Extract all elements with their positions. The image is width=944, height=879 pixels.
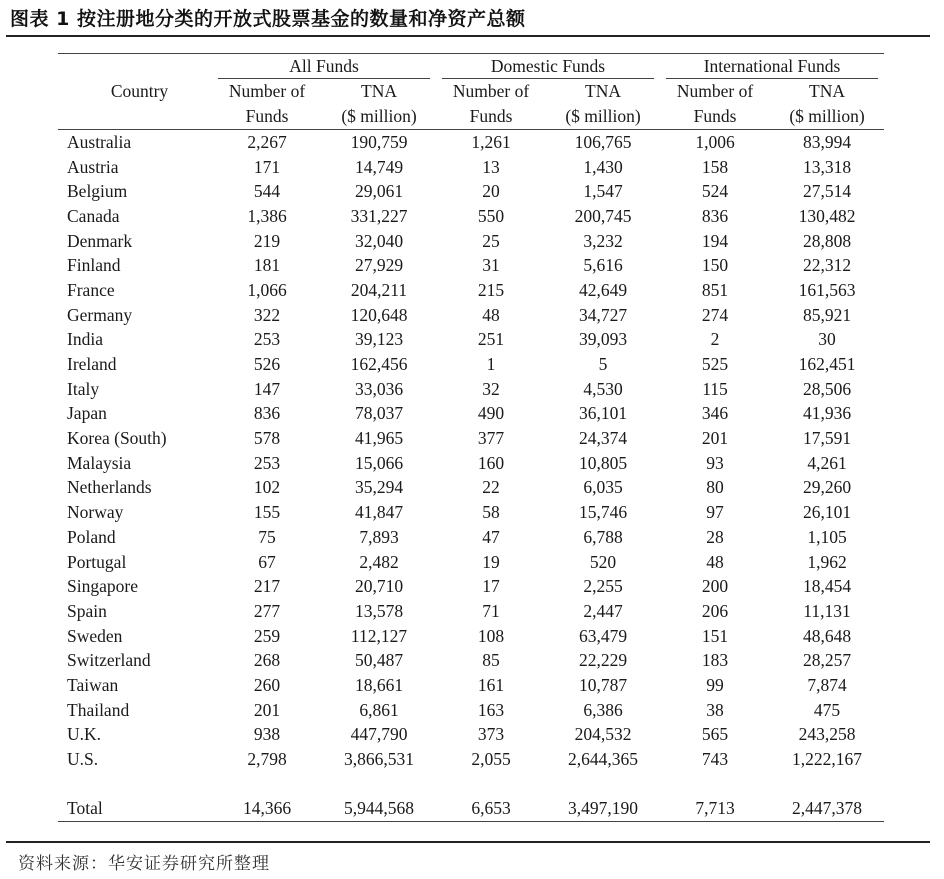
value-cell: 41,847 xyxy=(354,502,404,523)
num-funds-header: Number of xyxy=(676,81,754,101)
country-cell: Sweden xyxy=(67,625,123,646)
value-cell: 836 xyxy=(701,205,729,226)
value-cell: 201 xyxy=(253,699,281,720)
num-funds-header-unit: Funds xyxy=(212,104,322,130)
spacer-row xyxy=(58,772,884,796)
value-cell: 17 xyxy=(482,576,500,597)
value-cell: 47 xyxy=(482,526,500,547)
table-row xyxy=(58,599,884,624)
value-cell: 38 xyxy=(706,699,724,720)
value-cell: 4,530 xyxy=(583,378,623,399)
country-cell: Switzerland xyxy=(67,650,151,671)
value-cell: 836 xyxy=(253,403,281,424)
value-cell: 1,105 xyxy=(807,526,847,547)
country-cell: Netherlands xyxy=(67,477,152,498)
value-cell: 215 xyxy=(477,279,505,300)
value-cell: 743 xyxy=(701,749,729,770)
table-row xyxy=(58,698,884,723)
value-cell: 28,808 xyxy=(802,230,852,251)
value-cell: 85,921 xyxy=(802,304,852,325)
value-cell: 42,649 xyxy=(578,279,628,300)
table-body xyxy=(58,130,884,772)
value-cell: 41,965 xyxy=(354,428,404,449)
title-rule xyxy=(6,35,930,37)
table-row xyxy=(58,377,884,402)
value-cell: 115 xyxy=(702,378,728,399)
table-row xyxy=(58,402,884,427)
value-cell: 130,482 xyxy=(798,205,856,226)
country-cell: Portugal xyxy=(67,551,127,572)
value-cell: 18,454 xyxy=(802,576,852,597)
value-cell: 10,805 xyxy=(578,452,628,473)
value-cell: 31 xyxy=(482,255,500,276)
value-cell: 147 xyxy=(253,378,281,399)
country-cell: Taiwan xyxy=(67,674,119,695)
value-cell: 201 xyxy=(701,428,729,449)
value-cell: 50,487 xyxy=(354,650,404,671)
value-cell: 550 xyxy=(477,205,505,226)
value-cell: 373 xyxy=(477,724,505,745)
country-cell: Thailand xyxy=(67,699,130,720)
value-cell: 277 xyxy=(253,600,281,621)
table-row xyxy=(58,303,884,328)
value-cell: 520 xyxy=(589,551,617,572)
value-cell: 28,506 xyxy=(802,378,852,399)
value-cell: 1 xyxy=(486,354,496,375)
country-cell: Denmark xyxy=(67,230,133,251)
value-cell: 217 xyxy=(253,576,281,597)
value-cell: 28 xyxy=(706,526,724,547)
country-cell: Korea (South) xyxy=(67,428,167,449)
table-row xyxy=(58,500,884,525)
group-header-international-funds xyxy=(660,54,884,80)
value-cell: 20,710 xyxy=(354,576,404,597)
table-row xyxy=(58,328,884,353)
value-cell: 29,061 xyxy=(354,181,404,202)
value-cell: 3,232 xyxy=(583,230,623,251)
value-cell: 71 xyxy=(482,600,500,621)
value-cell: 161,563 xyxy=(798,279,856,300)
value-cell: 67 xyxy=(258,551,276,572)
value-cell: 10,787 xyxy=(578,674,628,695)
value-cell: 13,318 xyxy=(802,156,852,177)
value-cell: 99 xyxy=(706,674,724,695)
value-cell: 28,257 xyxy=(802,650,852,671)
value-cell: 34,727 xyxy=(578,304,628,325)
num-funds-header-unit: Funds xyxy=(436,104,546,130)
funds-table-wrapper xyxy=(58,53,872,822)
value-cell: 200 xyxy=(701,576,729,597)
value-cell: 171 xyxy=(253,156,281,177)
table-row xyxy=(58,673,884,698)
table-row xyxy=(58,723,884,748)
value-cell: 29,260 xyxy=(802,477,852,498)
value-cell: 120,648 xyxy=(350,304,408,325)
table-row xyxy=(58,624,884,649)
country-cell: U.S. xyxy=(67,749,99,770)
group-header-row xyxy=(58,54,884,80)
value-cell: 183 xyxy=(701,650,729,671)
value-cell: 25 xyxy=(482,230,500,251)
country-cell: Japan xyxy=(67,403,107,424)
table-row xyxy=(58,278,884,303)
value-cell: 106,765 xyxy=(574,131,632,152)
value-cell: 93 xyxy=(706,452,724,473)
value-cell: 75 xyxy=(258,526,276,547)
value-cell: 83,994 xyxy=(802,131,852,152)
group-header-domestic-funds xyxy=(436,54,660,80)
total-cell: 2,447,378 xyxy=(770,796,884,822)
value-cell: 17,591 xyxy=(802,428,852,449)
value-cell: 58 xyxy=(482,502,500,523)
country-cell: Belgium xyxy=(67,181,128,202)
value-cell: 6,861 xyxy=(359,699,399,720)
value-cell: 4,261 xyxy=(807,452,847,473)
value-cell: 27,514 xyxy=(802,181,852,202)
sub-header-row-2 xyxy=(58,104,884,130)
source-note: 资料来源：华安证券研究所整理 xyxy=(18,854,270,874)
value-cell: 160 xyxy=(477,452,505,473)
value-cell: 274 xyxy=(701,304,729,325)
value-cell: 155 xyxy=(253,502,281,523)
table-row xyxy=(58,204,884,229)
value-cell: 851 xyxy=(701,279,729,300)
value-cell: 27,929 xyxy=(354,255,404,276)
tna-header-unit: ($ million) xyxy=(770,104,884,130)
value-cell: 2 xyxy=(710,329,720,350)
value-cell: 219 xyxy=(253,230,281,251)
value-cell: 253 xyxy=(253,452,281,473)
sub-header-row-1 xyxy=(58,79,884,104)
table-row xyxy=(58,179,884,204)
value-cell: 1,006 xyxy=(695,131,735,152)
total-cell: 6,653 xyxy=(436,796,546,822)
value-cell: 151 xyxy=(701,625,729,646)
table-row xyxy=(58,747,884,772)
value-cell: 108 xyxy=(477,625,505,646)
value-cell: 2,267 xyxy=(247,131,287,152)
table-row xyxy=(58,253,884,278)
value-cell: 33,036 xyxy=(354,378,404,399)
table-row xyxy=(58,476,884,501)
value-cell: 13,578 xyxy=(354,600,404,621)
value-cell: 260 xyxy=(253,674,281,695)
value-cell: 194 xyxy=(701,230,729,251)
value-cell: 48,648 xyxy=(802,625,852,646)
table-row xyxy=(58,155,884,180)
country-cell: Australia xyxy=(67,131,132,152)
value-cell: 6,035 xyxy=(583,477,623,498)
value-cell: 13 xyxy=(482,156,500,177)
value-cell: 48 xyxy=(706,551,724,572)
country-cell: Ireland xyxy=(67,354,117,375)
tna-header-unit: ($ million) xyxy=(322,104,436,130)
tna-header: TNA xyxy=(585,81,621,101)
value-cell: 85 xyxy=(482,650,500,671)
value-cell: 525 xyxy=(701,354,729,375)
total-cell: 3,497,190 xyxy=(546,796,660,822)
table-header xyxy=(58,54,884,130)
country-cell: Germany xyxy=(67,304,133,325)
country-cell: Italy xyxy=(67,378,100,399)
value-cell: 150 xyxy=(701,255,729,276)
country-cell: Malaysia xyxy=(67,452,132,473)
tna-header: TNA xyxy=(361,81,397,101)
value-cell: 24,374 xyxy=(578,428,628,449)
figure-title: 图表 1 按注册地分类的开放式股票基金的数量和净资产总额 xyxy=(10,8,526,30)
value-cell: 18,661 xyxy=(354,674,404,695)
value-cell: 2,644,365 xyxy=(568,749,638,770)
value-cell: 112,127 xyxy=(350,625,408,646)
value-cell: 26,101 xyxy=(802,502,852,523)
tna-header-unit: ($ million) xyxy=(546,104,660,130)
value-cell: 938 xyxy=(253,724,281,745)
value-cell: 251 xyxy=(477,329,505,350)
value-cell: 48 xyxy=(482,304,500,325)
num-funds-header-unit: Funds xyxy=(660,104,770,130)
total-cell: 14,366 xyxy=(212,796,322,822)
value-cell: 565 xyxy=(701,724,729,745)
value-cell: 5 xyxy=(598,354,608,375)
total-row xyxy=(58,796,884,822)
country-cell: India xyxy=(67,329,103,350)
value-cell: 102 xyxy=(253,477,281,498)
value-cell: 2,482 xyxy=(359,551,399,572)
value-cell: 39,093 xyxy=(578,329,628,350)
value-cell: 2,798 xyxy=(247,749,287,770)
value-cell: 377 xyxy=(477,428,505,449)
value-cell: 97 xyxy=(706,502,724,523)
table-row xyxy=(58,648,884,673)
value-cell: 243,258 xyxy=(798,724,856,745)
country-cell: Singapore xyxy=(67,576,138,597)
value-cell: 80 xyxy=(706,477,724,498)
table-row xyxy=(58,525,884,550)
total-cell: 7,713 xyxy=(660,796,770,822)
table-footer xyxy=(58,772,884,822)
table-row xyxy=(58,574,884,599)
value-cell: 20 xyxy=(482,181,500,202)
value-cell: 268 xyxy=(253,650,281,671)
value-cell: 35,294 xyxy=(354,477,404,498)
value-cell: 1,066 xyxy=(247,279,287,300)
value-cell: 181 xyxy=(253,255,281,276)
value-cell: 11,131 xyxy=(803,600,851,621)
country-cell: U.K. xyxy=(67,724,102,745)
value-cell: 259 xyxy=(253,625,281,646)
value-cell: 1,962 xyxy=(807,551,847,572)
value-cell: 490 xyxy=(477,403,505,424)
value-cell: 2,447 xyxy=(583,600,623,621)
value-cell: 162,451 xyxy=(798,354,856,375)
value-cell: 39,123 xyxy=(354,329,404,350)
group-header-all-funds xyxy=(212,54,436,80)
value-cell: 331,227 xyxy=(350,205,408,226)
value-cell: 19 xyxy=(482,551,500,572)
value-cell: 1,386 xyxy=(247,205,287,226)
value-cell: 475 xyxy=(813,699,841,720)
value-cell: 1,222,167 xyxy=(792,749,862,770)
value-cell: 7,893 xyxy=(359,526,399,547)
value-cell: 1,430 xyxy=(583,156,623,177)
value-cell: 162,456 xyxy=(350,354,408,375)
country-cell: Norway xyxy=(67,502,124,523)
country-cell: Canada xyxy=(67,205,120,226)
funds-table xyxy=(58,53,884,822)
value-cell: 447,790 xyxy=(350,724,408,745)
value-cell: 544 xyxy=(253,181,281,202)
table-row xyxy=(58,451,884,476)
value-cell: 22,229 xyxy=(578,650,628,671)
total-cell: 5,944,568 xyxy=(322,796,436,822)
country-cell: Finland xyxy=(67,255,121,276)
value-cell: 36,101 xyxy=(578,403,628,424)
table-row xyxy=(58,229,884,254)
num-funds-header: Number of xyxy=(452,81,530,101)
country-cell: Poland xyxy=(67,526,116,547)
value-cell: 578 xyxy=(253,428,281,449)
value-cell: 6,386 xyxy=(583,699,623,720)
num-funds-header: Number of xyxy=(228,81,306,101)
value-cell: 204,532 xyxy=(574,724,632,745)
value-cell: 161 xyxy=(477,674,505,695)
value-cell: 14,749 xyxy=(354,156,404,177)
value-cell: 5,616 xyxy=(583,255,623,276)
total-label: Total xyxy=(58,796,212,822)
value-cell: 41,936 xyxy=(802,403,852,424)
value-cell: 163 xyxy=(477,699,505,720)
group-label: All Funds xyxy=(218,56,430,79)
value-cell: 2,255 xyxy=(583,576,623,597)
value-cell: 6,788 xyxy=(583,526,623,547)
country-column-header: Country xyxy=(110,81,169,101)
value-cell: 190,759 xyxy=(350,131,408,152)
group-label: Domestic Funds xyxy=(442,56,654,79)
value-cell: 526 xyxy=(253,354,281,375)
value-cell: 253 xyxy=(253,329,281,350)
table-row xyxy=(58,426,884,451)
value-cell: 32 xyxy=(482,378,500,399)
value-cell: 63,479 xyxy=(578,625,628,646)
group-label: International Funds xyxy=(666,56,878,79)
value-cell: 2,055 xyxy=(471,749,511,770)
country-cell: France xyxy=(67,279,115,300)
value-cell: 200,745 xyxy=(574,205,632,226)
value-cell: 1,547 xyxy=(583,181,623,202)
value-cell: 322 xyxy=(253,304,281,325)
value-cell: 7,874 xyxy=(807,674,847,695)
value-cell: 32,040 xyxy=(354,230,404,251)
footer-rule xyxy=(6,841,930,843)
value-cell: 22,312 xyxy=(802,255,852,276)
table-row xyxy=(58,130,884,155)
value-cell: 1,261 xyxy=(471,131,511,152)
value-cell: 15,066 xyxy=(354,452,404,473)
value-cell: 204,211 xyxy=(350,279,408,300)
value-cell: 346 xyxy=(701,403,729,424)
value-cell: 158 xyxy=(701,156,729,177)
country-cell: Spain xyxy=(67,600,107,621)
value-cell: 22 xyxy=(482,477,500,498)
value-cell: 524 xyxy=(701,181,729,202)
value-cell: 206 xyxy=(701,600,729,621)
country-cell: Austria xyxy=(67,156,119,177)
value-cell: 30 xyxy=(818,329,836,350)
tna-header: TNA xyxy=(809,81,845,101)
value-cell: 15,746 xyxy=(578,502,628,523)
table-row xyxy=(58,550,884,575)
table-row xyxy=(58,352,884,377)
value-cell: 78,037 xyxy=(354,403,404,424)
value-cell: 3,866,531 xyxy=(344,749,414,770)
